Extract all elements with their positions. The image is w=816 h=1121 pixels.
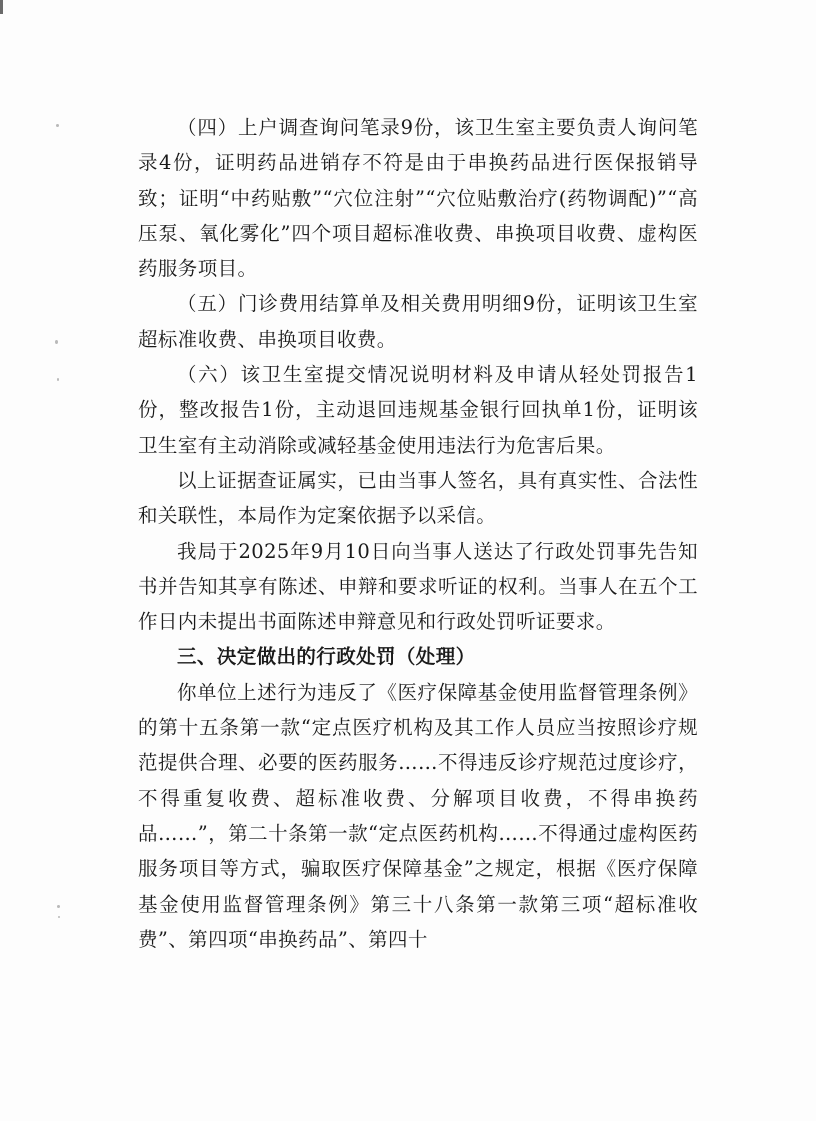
notice-paragraph: 我局于2025年9月10日向当事人送达了行政处罚事先告知书并告知其享有陈述、申辩和要求听证的权利。当事人在五个工作日内未提出书面陈述申辩意见和行政处罚听证要求。: [138, 539, 698, 634]
evidence-item-5: （五）门诊费用结算单及相关费用明细9份，证明该卫生室超标准收费、串换项目收费。: [138, 292, 698, 351]
section-heading: 三、决定做出的行政处罚（处理）: [177, 645, 476, 669]
scan-speck: [55, 340, 58, 344]
scan-speck: [56, 124, 59, 127]
scan-speck: [57, 378, 59, 381]
scan-edge-mark: [0, 0, 3, 14]
penalty-basis-paragraph: 你单位上述行为违反了《医疗保障基金使用监督管理条例》的第十五条第一款“定点医疗机构及其工作人员应当按照诊疗规范提供合理、必要的医药服务……不得违反诊疗规范过度诊疗，不得重复收费、超标准收费、分解项目收费，不得串换药品……”，第二十条第一款“定点医药机构……不得通过虚构医药服务项目等方式，骗取医疗保障基金”之规定，根据《医疗保障基金使用监督管理条例》第三十八条第一款第三项“超标准收费”、第四项“串换药品”、第四十: [138, 680, 698, 951]
scan-speck: [57, 905, 60, 908]
evidence-item-4: （四）上户调查询问笔录9份，该卫生室主要负责人询问笔录4份，证明药品进销存不符是由于串换药品进行医保报销导致；证明“中药贴敷”“穴位注射”“穴位贴敷治疗(药物调配)”“高压泵、氧化雾化”四个项目超标准收费、串换项目收费、虚构医药服务项目。: [138, 116, 698, 281]
evidence-conclusion: 以上证据查证属实，已由当事人签名，具有真实性、合法性和关联性，本局作为定案依据予以采信。: [138, 468, 698, 528]
document-body: [138, 110, 698, 957]
scan-speck: [58, 916, 60, 918]
evidence-item-6: （六）该卫生室提交情况说明材料及申请从轻处罚报告1份，整改报告1份，主动退回违规基金银行回执单1份，证明该卫生室有主动消除或减轻基金使用违法行为危害后果。: [138, 363, 698, 457]
